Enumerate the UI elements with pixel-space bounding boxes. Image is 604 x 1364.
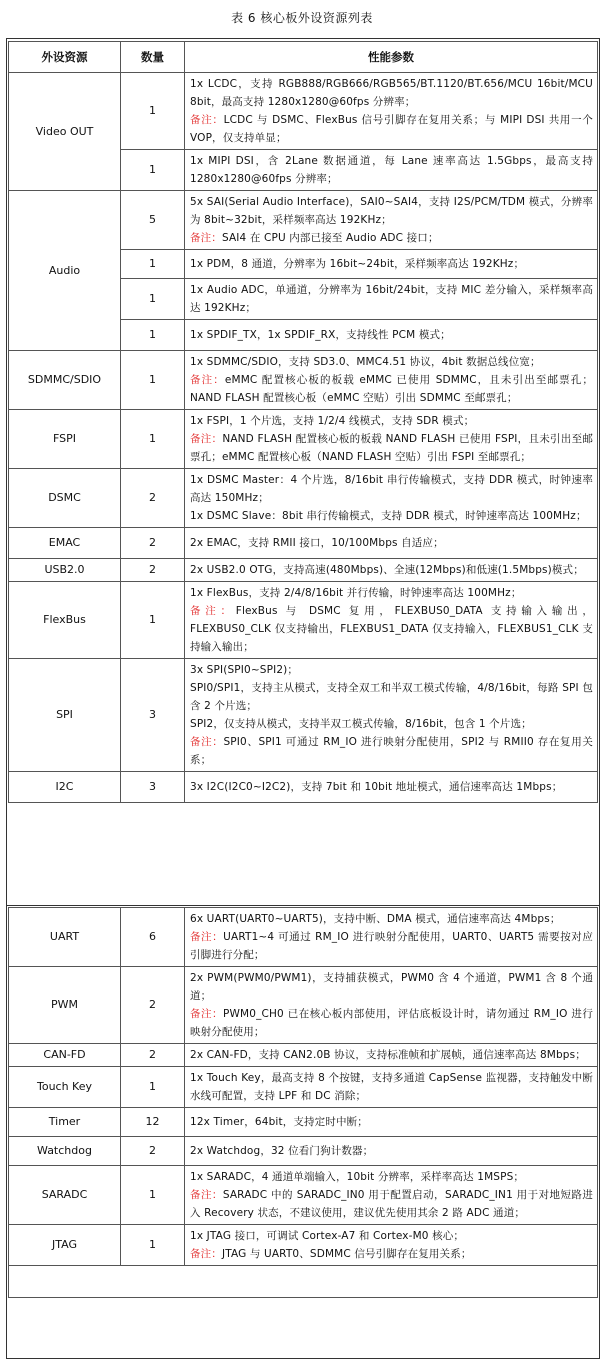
cell-peripheral-name: FlexBus	[9, 582, 121, 659]
param-text: SPI0/SPI1，支持主从模式，支持全双工和半双工模式传输，4/8/16bit，每路 SPI 包含 2 个片选；	[190, 682, 593, 712]
cell-count: 2	[121, 559, 185, 582]
cell-params	[185, 73, 598, 150]
table-row	[9, 1225, 598, 1266]
header-peripheral: 外设资源	[9, 42, 121, 73]
table-row	[9, 659, 598, 772]
cell-peripheral-name: Touch Key	[9, 1067, 121, 1108]
note-label: 备注：	[190, 931, 224, 943]
table-row	[9, 410, 598, 469]
cell-count: 2	[121, 469, 185, 528]
peripheral-table-part1	[8, 41, 598, 803]
cell-params	[185, 967, 598, 1044]
table-row	[9, 967, 598, 1044]
cell-count: 1	[121, 250, 185, 279]
cell-peripheral-name: Audio	[9, 191, 121, 351]
param-text: 1x FSPI，1 个片选，支持 1/2/4 线模式，支持 SDR 模式；	[190, 415, 475, 427]
param-text: 1x FlexBus，支持 2/4/8/16bit 并行传输，时钟速率高达 100MHz；	[190, 587, 522, 599]
param-text: 2x Watchdog，32 位看门狗计数器；	[190, 1145, 374, 1157]
param-text: 2x USB2.0 OTG，支持高速(480Mbps)、全速(12Mbps)和低速(1.5Mbps)模式；	[190, 564, 584, 576]
param-text: 1x SARADC，4 通道单端输入，10bit 分辨率，采样率高达 1MSPS；	[190, 1171, 525, 1183]
table-row	[9, 559, 598, 582]
param-text: 2x PWM(PWM0/PWM1)，支持捕获模式，PWM0 含 4 个通道，PWM1 含 8 个通道；	[190, 972, 593, 1002]
param-text: 3x I2C(I2C0~I2C2)，支持 7bit 和 10bit 地址模式，通信速率高达 1Mbps；	[190, 781, 563, 793]
table-row	[9, 191, 598, 250]
param-text: 1x JTAG 接口，可调试 Cortex-A7 和 Cortex-M0 核心；	[190, 1230, 465, 1242]
cell-params	[185, 1137, 598, 1166]
param-text: 1x SPDIF_TX，1x SPDIF_RX，支持线性 PCM 模式；	[190, 329, 451, 341]
param-text: 1x DSMC Master：4 个片选，8/16bit 串行传输模式，支持 DDR 模式，时钟速率高达 150MHz；	[190, 474, 593, 504]
table-row	[9, 908, 598, 967]
note-text: FlexBus 与 DSMC 复用，FLEXBUS0_DATA 支持输入输出，FLEXBUS0_CLK 仅支持输出，FLEXBUS1_DATA 仅支持输入，FLEXBUS1_CLK 支持输入输出；	[190, 605, 593, 653]
cell-params	[185, 1108, 598, 1137]
cell-count: 3	[121, 659, 185, 772]
cell-peripheral-name: SDMMC/SDIO	[9, 351, 121, 410]
note-label: 备注：	[190, 374, 225, 386]
param-text: SPI2，仅支持从模式，支持半双工模式传输，8/16bit，包含 1 个片选；	[190, 718, 532, 730]
cell-params	[185, 559, 598, 582]
note-text: LCDC 与 DSMC、FlexBus 信号引脚存在复用关系；与 MIPI DSI 共用一个 VOP，仅支持单显；	[190, 114, 593, 144]
note-label: 备注：	[190, 232, 222, 244]
note-label: 备注：	[190, 736, 224, 748]
cell-params	[185, 1225, 598, 1266]
peripheral-table-part2	[8, 907, 598, 1298]
param-text: 1x Audio ADC，单通道，分辨率为 16bit/24bit，支持 MIC 差分输入，采样频率高达 192KHz；	[190, 284, 593, 314]
header-count: 数量	[121, 42, 185, 73]
param-text: 5x SAI(Serial Audio Interface)，SAI0~SAI4，支持 I2S/PCM/TDM 模式，分辨率为 8bit~32bit，采样频率高达 192KHz；	[190, 196, 593, 226]
param-text: 12x Timer，64bit，支持定时中断；	[190, 1116, 368, 1128]
cell-count: 1	[121, 73, 185, 150]
param-text: 1x SDMMC/SDIO，支持 SD3.0、MMC4.51 协议，4bit 数据总线位宽；	[190, 356, 541, 368]
cell-params	[185, 279, 598, 320]
table-row-empty	[9, 1266, 598, 1298]
table-row	[9, 772, 598, 803]
table-row	[9, 1166, 598, 1225]
note-label: 备注：	[190, 1008, 224, 1020]
cell-peripheral-name: I2C	[9, 772, 121, 803]
note-text: JTAG 与 UART0、SDMMC 信号引脚存在复用关系；	[221, 1248, 472, 1260]
note-label: 备注：	[190, 433, 223, 445]
param-text: 3x SPI(SPI0~SPI2)；	[190, 664, 299, 676]
param-text: 1x MIPI DSI，含 2Lane 数据通道，每 Lane 速率高达 1.5Gbps，最高支持 1280x1280@60fps 分辨率；	[190, 155, 593, 185]
param-note	[190, 430, 593, 466]
note-text: SAI4 在 CPU 内部已接至 Audio ADC 接口；	[221, 232, 439, 244]
note-text: UART1~4 可通过 RM_IO 进行映射分配使用，UART0、UART5 需要按对应引脚进行分配；	[190, 931, 593, 961]
cell-params	[185, 351, 598, 410]
table-row	[9, 528, 598, 559]
empty-cell	[9, 1266, 598, 1298]
param-note	[190, 371, 593, 407]
note-text: SARADC 中的 SARADC_IN0 用于配置启动，SARADC_IN1 用于对地短路进入 Recovery 状态，不建议使用，建议优先使用其余 2 路 ADC 通道；	[190, 1189, 593, 1219]
param-note	[190, 602, 593, 656]
table-caption: 表 6 核心板外设资源列表	[231, 11, 373, 25]
param-text: 6x UART(UART0~UART5)，支持中断、DMA 模式，通信速率高达 4Mbps；	[190, 913, 561, 925]
cell-peripheral-name: SARADC	[9, 1166, 121, 1225]
cell-params	[185, 1044, 598, 1067]
cell-params	[185, 469, 598, 528]
cell-params	[185, 582, 598, 659]
table-row	[9, 1067, 598, 1108]
cell-params	[185, 772, 598, 803]
cell-count: 1	[121, 320, 185, 351]
cell-count: 5	[121, 191, 185, 250]
note-label: 备注：	[190, 1248, 222, 1260]
cell-count: 2	[121, 1137, 185, 1166]
cell-params	[185, 320, 598, 351]
param-text: 2x EMAC，支持 RMII 接口，10/100Mbps 自适应；	[190, 537, 444, 549]
cell-peripheral-name: SPI	[9, 659, 121, 772]
cell-count: 1	[121, 1166, 185, 1225]
param-note	[190, 1245, 593, 1263]
note-label: 备注：	[190, 605, 236, 617]
cell-count: 1	[121, 150, 185, 191]
cell-peripheral-name: USB2.0	[9, 559, 121, 582]
cell-peripheral-name: DSMC	[9, 469, 121, 528]
cell-peripheral-name: JTAG	[9, 1225, 121, 1266]
cell-count: 1	[121, 1225, 185, 1266]
cell-peripheral-name: Watchdog	[9, 1137, 121, 1166]
cell-peripheral-name: Timer	[9, 1108, 121, 1137]
table-row	[9, 582, 598, 659]
cell-params	[185, 250, 598, 279]
param-text: 1x Touch Key，最高支持 8 个按键，支持多通道 CapSense 监视器，支持触发中断水线可配置，支持 LPF 和 DC 消除；	[190, 1072, 593, 1102]
cell-count: 2	[121, 528, 185, 559]
table-header-row	[9, 42, 598, 73]
note-text: NAND FLASH 配置核心板的板载 NAND FLASH 已使用 FSPI，且未引出至邮票孔；eMMC 配置核心板（NAND FLASH 空贴）引出 FSPI 至邮票孔；	[190, 433, 594, 463]
header-params: 性能参数	[185, 42, 598, 73]
cell-params	[185, 908, 598, 967]
cell-peripheral-name: Video OUT	[9, 73, 121, 191]
cell-count: 2	[121, 967, 185, 1044]
note-text: SPI0、SPI1 可通过 RM_IO 进行映射分配使用，SPI2 与 RMII0 存在复用关系；	[190, 736, 594, 766]
cell-count: 1	[121, 410, 185, 469]
cell-params	[185, 1166, 598, 1225]
cell-count: 6	[121, 908, 185, 967]
note-text: eMMC 配置核心板的板载 eMMC 已使用 SDMMC，且未引出至邮票孔；NAND FLASH 配置核心板（eMMC 空贴）引出 SDMMC 至邮票孔；	[190, 374, 594, 404]
note-text: PWM0_CH0 已在核心板内部使用，评估底板设计时，请勿通过 RM_IO 进行映射分配使用；	[190, 1008, 593, 1038]
param-note	[190, 1005, 593, 1041]
table-row	[9, 73, 598, 150]
cell-params	[185, 191, 598, 250]
param-text: 1x DSMC Slave：8bit 串行传输模式，支持 DDR 模式，时钟速率高达 100MHz；	[190, 510, 587, 522]
cell-params	[185, 659, 598, 772]
cell-count: 1	[121, 1067, 185, 1108]
param-text: 1x LCDC，支持 RGB888/RGB666/RGB565/BT.1120/BT.656/MCU 16bit/MCU 8bit，最高支持 1280x1280@60fps 分辨率；	[190, 78, 593, 108]
cell-count: 1	[121, 582, 185, 659]
param-note	[190, 229, 593, 247]
cell-count: 3	[121, 772, 185, 803]
cell-peripheral-name: CAN-FD	[9, 1044, 121, 1067]
table-row	[9, 469, 598, 528]
note-label: 备注：	[190, 114, 224, 126]
cell-count: 2	[121, 1044, 185, 1067]
table-row	[9, 1044, 598, 1067]
param-note	[190, 1186, 593, 1222]
cell-peripheral-name: EMAC	[9, 528, 121, 559]
cell-count: 1	[121, 351, 185, 410]
param-text: 1x PDM，8 通道，分辨率为 16bit~24bit，采样频率高达 192KHz；	[190, 258, 525, 270]
param-text: 2x CAN-FD，支持 CAN2.0B 协议，支持标准帧和扩展帧，通信速率高达 8Mbps；	[190, 1049, 586, 1061]
param-note	[190, 111, 593, 147]
cell-peripheral-name: UART	[9, 908, 121, 967]
cell-params	[185, 150, 598, 191]
param-note	[190, 733, 593, 769]
cell-peripheral-name: PWM	[9, 967, 121, 1044]
cell-params	[185, 528, 598, 559]
note-label: 备注：	[190, 1189, 223, 1201]
table-row	[9, 1108, 598, 1137]
cell-params	[185, 410, 598, 469]
cell-peripheral-name: FSPI	[9, 410, 121, 469]
cell-params	[185, 1067, 598, 1108]
cell-count: 1	[121, 279, 185, 320]
cell-count: 12	[121, 1108, 185, 1137]
param-note	[190, 928, 593, 964]
table-row	[9, 351, 598, 410]
table-row	[9, 1137, 598, 1166]
